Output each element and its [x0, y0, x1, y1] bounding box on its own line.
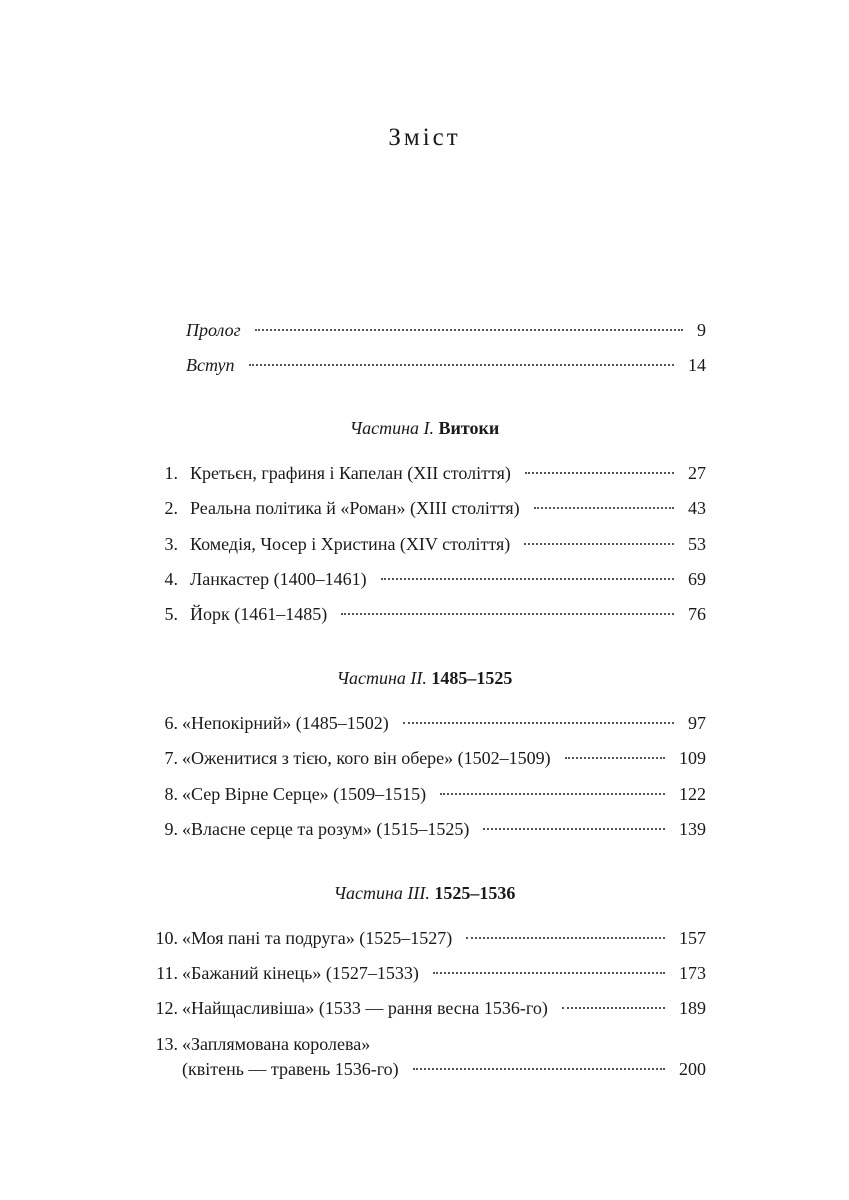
toc-entry-chapter-11[interactable]	[148, 962, 706, 984]
chapter-page: 53	[688, 534, 706, 554]
toc-entry-chapter-2[interactable]	[150, 497, 706, 519]
toc-entry-chapter-13[interactable]	[182, 1058, 706, 1080]
chapter-page: 43	[688, 498, 706, 518]
toc-entry-chapter-5[interactable]	[150, 603, 706, 625]
chapter-page: 27	[688, 463, 706, 483]
part-heading-1	[0, 417, 849, 439]
chapter-title: Ланкастер (1400–1461)	[190, 569, 367, 589]
toc-entry-chapter-8[interactable]	[150, 783, 706, 805]
part-label: Частина II.	[336, 668, 427, 688]
toc-entry-page: 9	[697, 320, 706, 340]
chapter-title-continued: (квітень — травень 1536-го)	[182, 1059, 399, 1079]
dot-leader	[403, 722, 674, 724]
dot-leader	[524, 543, 674, 545]
part-name: 1485–1525	[431, 668, 513, 688]
toc-entry-chapter-1[interactable]	[150, 462, 706, 484]
toc-entry-prologue[interactable]	[186, 319, 706, 341]
toc-entry-chapter-9[interactable]	[150, 818, 706, 840]
chapter-page: 109	[679, 748, 706, 768]
toc-entry-introduction[interactable]	[186, 354, 706, 376]
part-label: Частина III.	[333, 883, 430, 903]
chapter-title: «Оженитися з тією, кого він обере» (1502–1509)	[182, 748, 551, 768]
chapter-number: 4.	[164, 569, 178, 589]
toc-entry-page: 14	[688, 355, 706, 375]
part-heading-2	[0, 667, 849, 689]
part-heading-3	[0, 882, 849, 904]
dot-leader	[534, 507, 674, 509]
dot-leader	[249, 364, 674, 366]
chapter-number: 9.	[164, 819, 178, 839]
toc-entry-chapter-6[interactable]	[150, 712, 706, 734]
toc-entry-chapter-13-line1[interactable]	[148, 1033, 370, 1055]
chapter-title: Йорк (1461–1485)	[190, 604, 328, 624]
dot-leader	[413, 1068, 665, 1070]
dot-leader	[483, 828, 665, 830]
dot-leader	[525, 472, 674, 474]
chapter-number: 3.	[164, 534, 178, 554]
chapter-page: 69	[688, 569, 706, 589]
chapter-page: 173	[679, 963, 706, 983]
chapter-page: 97	[688, 713, 706, 733]
toc-entry-chapter-7[interactable]	[150, 747, 706, 769]
toc-entry-chapter-3[interactable]	[150, 533, 706, 555]
part-name: Витоки	[438, 418, 500, 438]
chapter-number: 10.	[155, 928, 178, 948]
dot-leader	[341, 613, 674, 615]
toc-entry-chapter-10[interactable]	[148, 927, 706, 949]
dot-leader	[433, 972, 665, 974]
chapter-page: 157	[679, 928, 706, 948]
page-title: Зміст	[388, 124, 461, 151]
chapter-title: «Сер Вірне Серце» (1509–1515)	[182, 784, 427, 804]
chapter-number: 13.	[155, 1034, 178, 1054]
chapter-page: 139	[679, 819, 706, 839]
part-label: Частина I.	[349, 418, 435, 438]
chapter-page: 122	[679, 784, 706, 804]
chapter-title: «Власне серце та розум» (1515–1525)	[182, 819, 470, 839]
dot-leader	[565, 757, 665, 759]
dot-leader	[440, 793, 665, 795]
chapter-title: Комедія, Чосер і Христина (XIV століття)	[190, 534, 511, 554]
dot-leader	[381, 578, 674, 580]
chapter-title: Реальна політика й «Роман» (XIII століття)	[190, 498, 520, 518]
chapter-page: 200	[679, 1059, 706, 1079]
dot-leader	[466, 937, 665, 939]
chapter-title: «Заплямована королева»	[182, 1034, 371, 1054]
chapter-number: 7.	[164, 748, 178, 768]
chapter-number: 1.	[164, 463, 178, 483]
dot-leader	[562, 1007, 665, 1009]
chapter-title: «Моя пані та подруга» (1525–1527)	[182, 928, 453, 948]
chapter-page: 189	[679, 998, 706, 1018]
toc-entry-title: Пролог	[186, 320, 241, 340]
chapter-number: 11.	[156, 963, 178, 983]
chapter-number: 6.	[164, 713, 178, 733]
chapter-title: «Непокірний» (1485–1502)	[182, 713, 389, 733]
toc-entry-title: Вступ	[186, 355, 235, 375]
toc-entry-chapter-4[interactable]	[150, 568, 706, 590]
chapter-number: 5.	[164, 604, 178, 624]
part-name: 1525–1536	[434, 883, 516, 903]
chapter-number: 8.	[164, 784, 178, 804]
chapter-number: 12.	[155, 998, 178, 1018]
chapter-title: Кретьєн, графиня і Капелан (XII століття)	[190, 463, 511, 483]
dot-leader	[255, 329, 683, 331]
chapter-title: «Бажаний кінець» (1527–1533)	[182, 963, 419, 983]
toc-entry-chapter-12[interactable]	[148, 997, 706, 1019]
chapter-page: 76	[688, 604, 706, 624]
chapter-title: «Найщасливіша» (1533 — рання весна 1536-го)	[182, 998, 548, 1018]
chapter-number: 2.	[164, 498, 178, 518]
